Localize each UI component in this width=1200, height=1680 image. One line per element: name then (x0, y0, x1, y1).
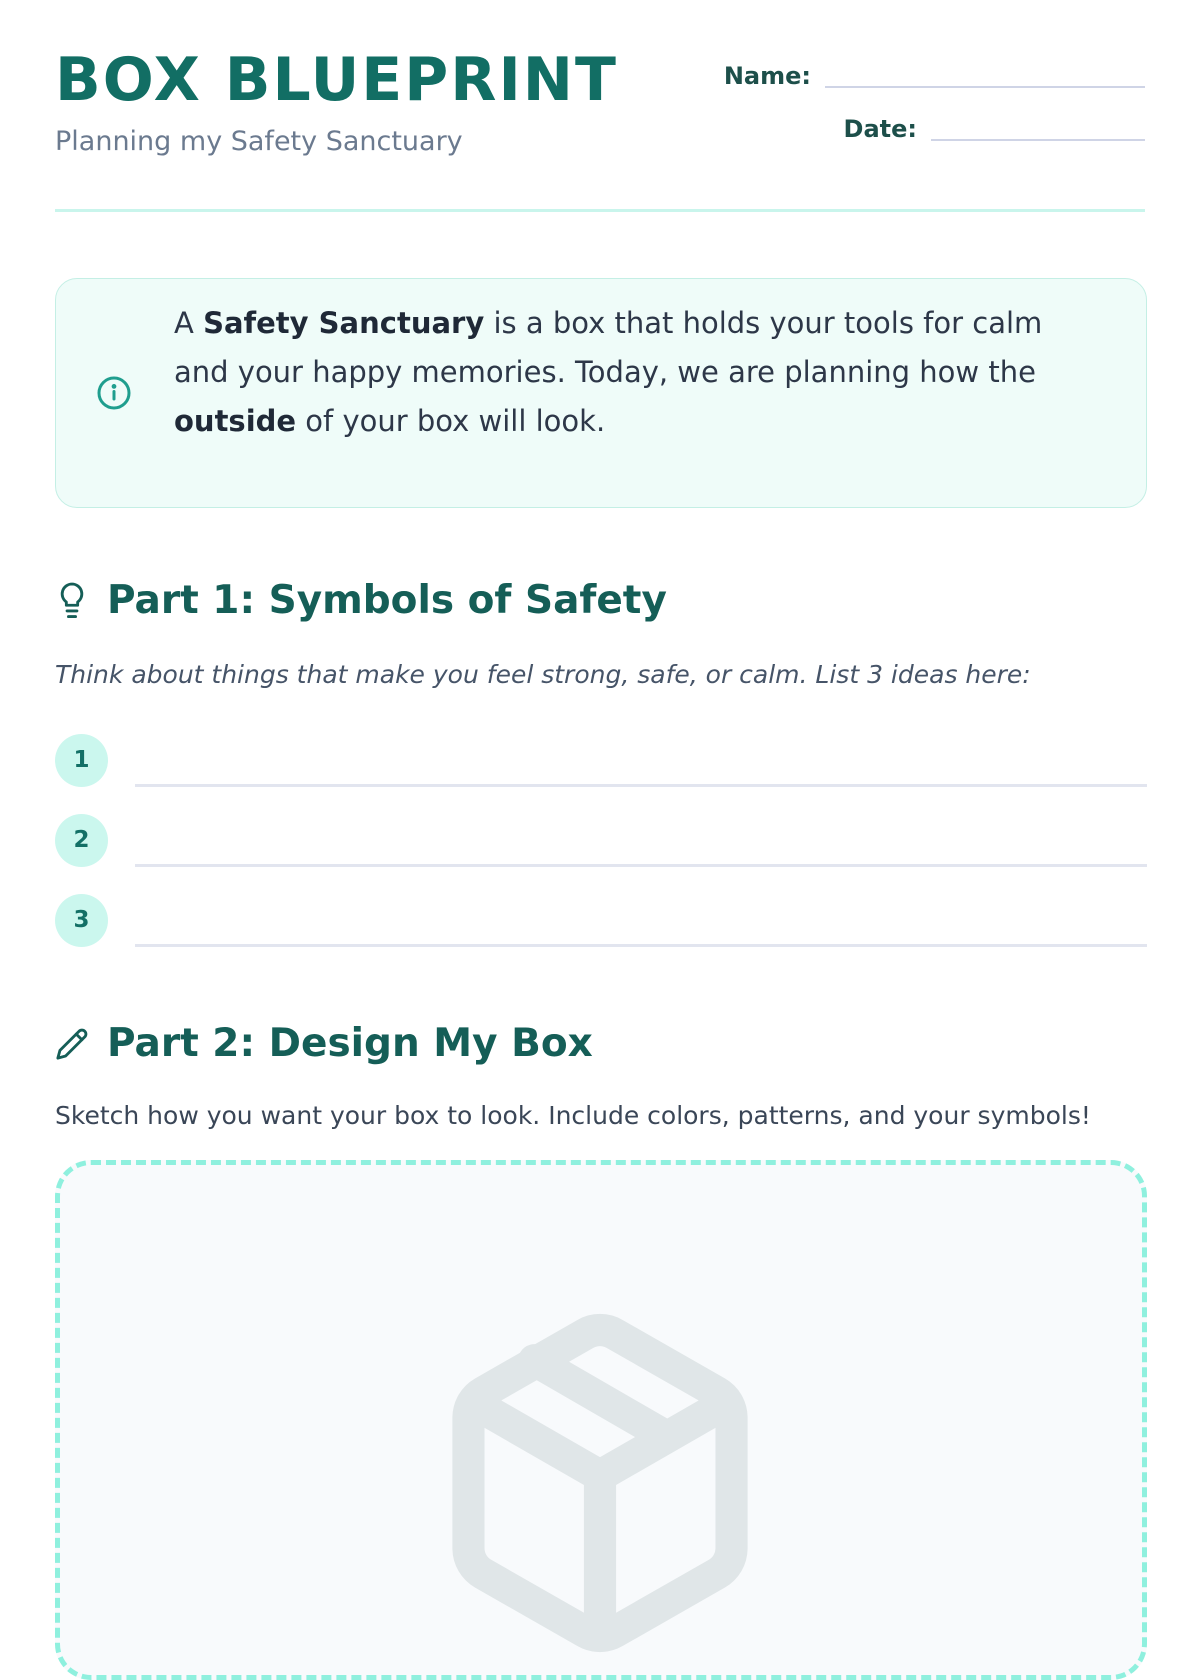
worksheet-header (55, 0, 1145, 212)
sketch-area[interactable] (55, 1160, 1147, 1680)
pencil-icon (55, 1024, 89, 1064)
info-text-part: A (174, 306, 204, 340)
list-item (55, 894, 1147, 950)
item-number-badge: 3 (55, 894, 108, 947)
part2-instructions: Sketch how you want your box to look. Include colors, patterns, and your symbols! (55, 1101, 1091, 1130)
info-bold-outside: outside (174, 404, 297, 438)
info-circle-icon (96, 375, 132, 411)
part1-heading-text: Part 1: Symbols of Safety (107, 578, 667, 623)
info-text-part: is a box that holds your tools for calm and your happy memories. Today, we are planning how the (174, 306, 1043, 389)
date-label: Date: (843, 115, 917, 143)
info-text (174, 299, 1096, 446)
package-box-icon (422, 1293, 778, 1673)
item-number-badge: 1 (55, 734, 108, 787)
date-write-line[interactable] (931, 111, 1145, 141)
part1-heading (55, 578, 667, 623)
lightbulb-icon (55, 581, 89, 621)
write-line[interactable] (135, 944, 1147, 947)
info-bold-safety-sanctuary: Safety Sanctuary (203, 306, 485, 340)
write-line[interactable] (135, 784, 1147, 787)
date-field (844, 111, 1145, 141)
name-field (724, 58, 1145, 88)
name-write-line[interactable] (825, 58, 1145, 88)
write-line[interactable] (135, 864, 1147, 867)
name-label: Name: (723, 62, 811, 90)
page-subtitle: Planning my Safety Sanctuary (55, 126, 463, 157)
info-text-part: of your box will look. (296, 404, 606, 438)
item-number-badge: 2 (55, 814, 108, 867)
part1-instructions: Think about things that make you feel strong, safe, or calm. List 3 ideas here: (55, 660, 1031, 689)
page-title: BOX BLUEPRINT (55, 45, 618, 115)
part2-heading (55, 1021, 593, 1066)
part2-heading-text: Part 2: Design My Box (107, 1021, 593, 1066)
list-item (55, 814, 1147, 870)
list-item (55, 734, 1147, 790)
info-callout (55, 278, 1147, 508)
